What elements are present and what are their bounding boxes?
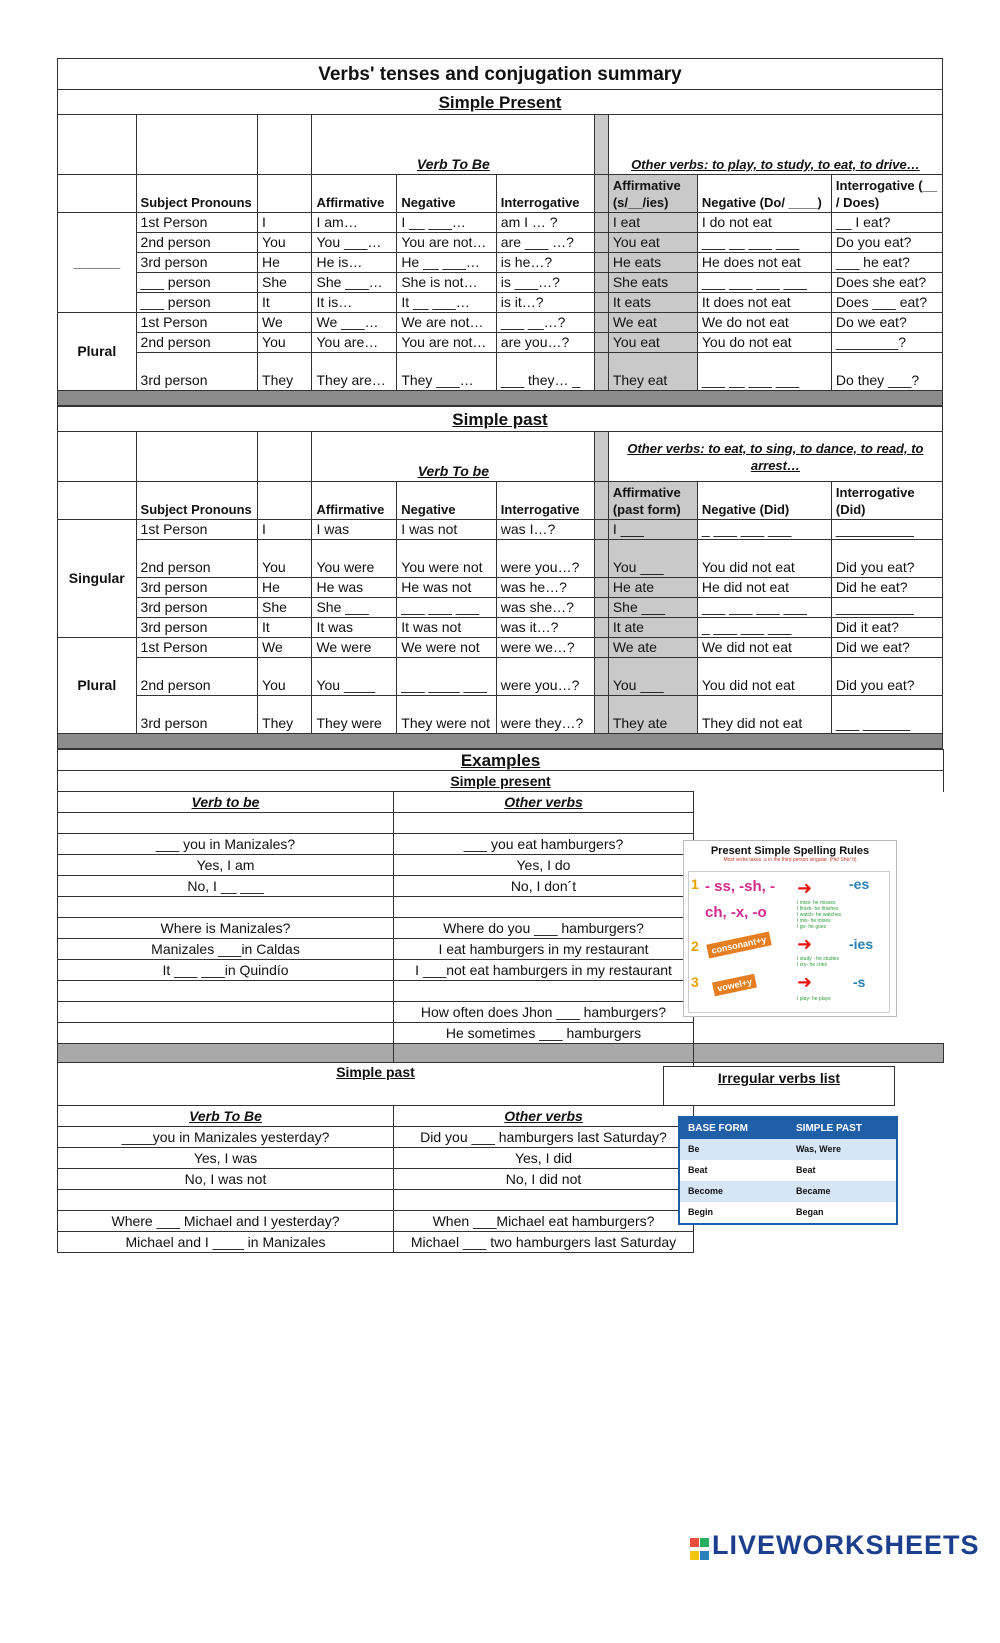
other-interrogative-cell: Did he eat? bbox=[831, 578, 942, 598]
divider-cell bbox=[595, 540, 609, 578]
present-table bbox=[57, 58, 943, 406]
other-interrogative-cell: Does ___ eat? bbox=[831, 293, 942, 313]
past-be-caption: Verb To be bbox=[312, 432, 595, 482]
other-affirmative-cell: He ate bbox=[608, 578, 697, 598]
divider-cell bbox=[595, 618, 609, 638]
divider-cell bbox=[595, 273, 609, 293]
other-interrogative-cell: Did you eat? bbox=[831, 658, 942, 696]
example-be-cell: Michael and I ____ in Manizales bbox=[58, 1232, 394, 1253]
rule-example: I study - he studies bbox=[797, 956, 839, 962]
rule-number-1: 1 bbox=[691, 876, 699, 892]
be-affirmative-cell: They are… bbox=[312, 353, 397, 391]
other-affirmative-cell: They ate bbox=[608, 696, 697, 734]
be-affirmative-cell: You were bbox=[312, 540, 397, 578]
person-cell: 3rd person bbox=[136, 696, 257, 734]
pronoun-cell: They bbox=[258, 696, 312, 734]
table-row bbox=[58, 333, 943, 353]
other-negative-cell: You did not eat bbox=[697, 540, 831, 578]
divider-cell bbox=[595, 658, 609, 696]
be-interrogative-cell: were they…? bbox=[496, 696, 594, 734]
divider-cell bbox=[595, 696, 609, 734]
other-interrogative-cell: __ I eat? bbox=[831, 213, 942, 233]
other-affirmative-cell: They eat bbox=[608, 353, 697, 391]
present-header-int2: Interrogative (__ / Does) bbox=[831, 175, 942, 213]
example-other-cell: No, I did not bbox=[394, 1169, 694, 1190]
example-other-cell: When ___Michael eat hamburgers? bbox=[394, 1211, 694, 1232]
be-affirmative-cell: He was bbox=[312, 578, 397, 598]
example-other-cell: ___ you eat hamburgers? bbox=[394, 834, 694, 855]
rule1-text: - ss, -sh, -ch, -x, -o bbox=[705, 878, 776, 921]
be-interrogative-cell: is it…? bbox=[496, 293, 594, 313]
divider-cell bbox=[595, 313, 609, 333]
pronoun-cell: She bbox=[258, 598, 312, 618]
other-affirmative-cell: He eats bbox=[608, 253, 697, 273]
pronoun-cell: I bbox=[258, 213, 312, 233]
be-interrogative-cell: was she…? bbox=[496, 598, 594, 618]
examples-past-col-be: Verb To Be bbox=[58, 1106, 394, 1127]
example-other-cell bbox=[394, 1190, 694, 1211]
other-interrogative-cell: Do they ___? bbox=[831, 353, 942, 391]
example-row bbox=[58, 1232, 944, 1253]
be-interrogative-cell: ___ they… _ bbox=[496, 353, 594, 391]
plural-label: Plural bbox=[58, 638, 137, 734]
past-header-pronouns: Subject Pronouns bbox=[136, 482, 257, 520]
example-other-cell bbox=[394, 897, 694, 918]
pronoun-cell: You bbox=[258, 333, 312, 353]
example-be-cell: It ___ ___in Quindío bbox=[58, 960, 394, 981]
other-negative-cell: _ ___ ___ ___ bbox=[697, 618, 831, 638]
footer-brand: LIVEWORKSHEETS bbox=[712, 1530, 980, 1560]
other-negative-cell: ___ ___ ___ ___ bbox=[697, 273, 831, 293]
table-row bbox=[58, 520, 943, 540]
table-row bbox=[58, 233, 943, 253]
past-header-aff: Affirmative bbox=[312, 482, 397, 520]
pronoun-cell: She bbox=[258, 273, 312, 293]
example-other-cell: I ___not eat hamburgers in my restaurant bbox=[394, 960, 694, 981]
example-be-cell bbox=[58, 897, 394, 918]
be-negative-cell: We are not… bbox=[397, 313, 496, 333]
other-interrogative-cell: Did you eat? bbox=[831, 540, 942, 578]
past-other-caption: Other verbs: to eat, to sing, to dance, to read, to arrest… bbox=[608, 432, 942, 482]
pronoun-cell: You bbox=[258, 658, 312, 696]
examples-past-col-other: Other verbs bbox=[394, 1106, 694, 1127]
past-header-neg2: Negative (Did) bbox=[697, 482, 831, 520]
rule-example: I mix- he mixes bbox=[797, 918, 831, 924]
past-header-neg: Negative bbox=[397, 482, 496, 520]
table-row bbox=[58, 540, 943, 578]
present-other-caption: Other verbs: to play, to study, to eat, to drive… bbox=[608, 115, 942, 175]
table-row bbox=[58, 313, 943, 333]
pronoun-cell: You bbox=[258, 540, 312, 578]
past-section-title: Simple past bbox=[58, 407, 943, 432]
pronoun-cell: It bbox=[258, 293, 312, 313]
irregular-row bbox=[679, 1202, 897, 1224]
be-affirmative-cell: You ___… bbox=[312, 233, 397, 253]
example-be-cell: No, I __ ___ bbox=[58, 876, 394, 897]
other-negative-cell: ___ __ ___ ___ bbox=[697, 353, 831, 391]
table-row bbox=[58, 578, 943, 598]
divider-cell bbox=[595, 253, 609, 273]
other-affirmative-cell: It ate bbox=[608, 618, 697, 638]
be-negative-cell: It __ ___… bbox=[397, 293, 496, 313]
past-header-aff2: Affirmative (past form) bbox=[608, 482, 697, 520]
table-row bbox=[58, 638, 943, 658]
rule-example: I finish- he finishes bbox=[797, 906, 839, 912]
irr-base-cell: Beat bbox=[688, 1165, 708, 1175]
be-negative-cell: It was not bbox=[397, 618, 496, 638]
example-be-cell: Yes, I am bbox=[58, 855, 394, 876]
example-be-cell: No, I was not bbox=[58, 1169, 394, 1190]
person-cell: 1st Person bbox=[136, 313, 257, 333]
other-negative-cell: I do not eat bbox=[697, 213, 831, 233]
person-cell: 2nd person bbox=[136, 233, 257, 253]
divider-cell bbox=[595, 293, 609, 313]
past-header-int2: Interrogative (Did) bbox=[831, 482, 942, 520]
footer-logo bbox=[690, 1530, 980, 1561]
other-negative-cell: It does not eat bbox=[697, 293, 831, 313]
other-negative-cell: We do not eat bbox=[697, 313, 831, 333]
other-affirmative-cell: We eat bbox=[608, 313, 697, 333]
examples-col-be: Verb to be bbox=[58, 792, 394, 813]
examples-section-title: Examples bbox=[58, 750, 944, 771]
rule-example: I cry- he cries bbox=[797, 962, 828, 968]
rule-number-3: 3 bbox=[691, 974, 699, 990]
irr-past-cell: Was, Were bbox=[796, 1144, 842, 1154]
other-negative-cell: You did not eat bbox=[697, 658, 831, 696]
other-affirmative-cell: We ate bbox=[608, 638, 697, 658]
present-header-neg: Negative bbox=[397, 175, 496, 213]
other-interrogative-cell: Do you eat? bbox=[831, 233, 942, 253]
divider-cell bbox=[595, 233, 609, 253]
be-negative-cell: We were not bbox=[397, 638, 496, 658]
person-cell: 1st Person bbox=[136, 213, 257, 233]
other-affirmative-cell: You ___ bbox=[608, 540, 697, 578]
be-affirmative-cell: You ____ bbox=[312, 658, 397, 696]
example-other-cell: How often does Jhon ___ hamburgers? bbox=[394, 1002, 694, 1023]
example-other-cell: Yes, I did bbox=[394, 1148, 694, 1169]
examples-past-caption: Simple past bbox=[58, 1063, 694, 1106]
person-cell: 1st Person bbox=[136, 520, 257, 540]
irr-header-base: BASE FORM bbox=[688, 1123, 748, 1134]
other-negative-cell: They did not eat bbox=[697, 696, 831, 734]
other-interrogative-cell: __________ bbox=[831, 520, 942, 540]
person-cell: 2nd person bbox=[136, 333, 257, 353]
be-interrogative-cell: are ___ …? bbox=[496, 233, 594, 253]
irr-past-cell: Became bbox=[796, 1186, 831, 1196]
be-affirmative-cell: We were bbox=[312, 638, 397, 658]
be-affirmative-cell: She ___… bbox=[312, 273, 397, 293]
singular-label: ______ bbox=[58, 213, 137, 313]
other-interrogative-cell: Do we eat? bbox=[831, 313, 942, 333]
irr-past-cell: Began bbox=[796, 1207, 824, 1217]
present-header-aff: Affirmative bbox=[312, 175, 397, 213]
other-affirmative-cell: You ___ bbox=[608, 658, 697, 696]
other-interrogative-cell: __________ bbox=[831, 598, 942, 618]
person-cell: ___ person bbox=[136, 273, 257, 293]
person-cell: 2nd person bbox=[136, 658, 257, 696]
other-negative-cell: He did not eat bbox=[697, 578, 831, 598]
table-row bbox=[58, 618, 943, 638]
rule2-text: consonant+y bbox=[706, 932, 771, 959]
table-row bbox=[58, 213, 943, 233]
be-interrogative-cell: was I…? bbox=[496, 520, 594, 540]
be-affirmative-cell: I was bbox=[312, 520, 397, 540]
other-negative-cell: We did not eat bbox=[697, 638, 831, 658]
present-header-aff2: Affirmative (s/__/ies) bbox=[608, 175, 697, 213]
rule1-result: -es bbox=[849, 876, 870, 892]
rule3-result: -s bbox=[853, 974, 866, 990]
example-be-cell: ___ you in Manizales? bbox=[58, 834, 394, 855]
be-negative-cell: You were not bbox=[397, 540, 496, 578]
divider-cell bbox=[595, 353, 609, 391]
be-affirmative-cell: I am… bbox=[312, 213, 397, 233]
person-cell: 3rd person bbox=[136, 353, 257, 391]
table-row bbox=[58, 293, 943, 313]
other-affirmative-cell: She ___ bbox=[608, 598, 697, 618]
rule-example: I miss- he misses bbox=[797, 900, 836, 906]
pronoun-cell: We bbox=[258, 638, 312, 658]
pronoun-cell: They bbox=[258, 353, 312, 391]
rule-number-2: 2 bbox=[691, 938, 699, 954]
example-be-cell bbox=[58, 1190, 394, 1211]
be-affirmative-cell: It is… bbox=[312, 293, 397, 313]
irr-base-cell: Be bbox=[688, 1144, 700, 1154]
example-be-cell: Where ___ Michael and I yesterday? bbox=[58, 1211, 394, 1232]
be-interrogative-cell: were you…? bbox=[496, 658, 594, 696]
present-section-title: Simple Present bbox=[58, 90, 943, 115]
person-cell: ___ person bbox=[136, 293, 257, 313]
irr-past-cell: Beat bbox=[796, 1165, 816, 1175]
be-interrogative-cell: is he…? bbox=[496, 253, 594, 273]
irregular-caption: Irregular verbs list bbox=[663, 1066, 895, 1106]
table-row bbox=[58, 273, 943, 293]
other-interrogative-cell: ___ ______ bbox=[831, 696, 942, 734]
example-be-cell: ____you in Manizales yesterday? bbox=[58, 1127, 394, 1148]
other-affirmative-cell: It eats bbox=[608, 293, 697, 313]
table-row bbox=[58, 658, 943, 696]
example-other-cell: Michael ___ two hamburgers last Saturday bbox=[394, 1232, 694, 1253]
rule-example: I watch- he watches bbox=[797, 912, 842, 918]
example-be-cell bbox=[58, 1023, 394, 1044]
irregular-verbs-image bbox=[678, 1116, 898, 1225]
be-affirmative-cell: They were bbox=[312, 696, 397, 734]
be-interrogative-cell: are you…? bbox=[496, 333, 594, 353]
divider-cell bbox=[595, 333, 609, 353]
other-affirmative-cell: I eat bbox=[608, 213, 697, 233]
other-affirmative-cell: You eat bbox=[608, 233, 697, 253]
singular-label: Singular bbox=[58, 520, 137, 638]
divider-cell bbox=[595, 213, 609, 233]
be-negative-cell: They were not bbox=[397, 696, 496, 734]
example-row bbox=[58, 1023, 944, 1044]
spelling-rules-image bbox=[683, 840, 897, 1017]
other-interrogative-cell: Did we eat? bbox=[831, 638, 942, 658]
table-row bbox=[58, 253, 943, 273]
other-interrogative-cell: ___ he eat? bbox=[831, 253, 942, 273]
other-interrogative-cell: ________? bbox=[831, 333, 942, 353]
other-interrogative-cell: Did it eat? bbox=[831, 618, 942, 638]
past-header-int: Interrogative bbox=[496, 482, 594, 520]
logo-icon bbox=[690, 1534, 712, 1560]
irregular-row bbox=[679, 1160, 897, 1181]
pronoun-cell: You bbox=[258, 233, 312, 253]
be-affirmative-cell: He is… bbox=[312, 253, 397, 273]
pronoun-cell: I bbox=[258, 520, 312, 540]
person-cell: 3rd person bbox=[136, 598, 257, 618]
be-interrogative-cell: were we…? bbox=[496, 638, 594, 658]
be-interrogative-cell: was he…? bbox=[496, 578, 594, 598]
be-negative-cell: They ___… bbox=[397, 353, 496, 391]
examples-present-caption: Simple present bbox=[58, 771, 944, 792]
example-other-cell bbox=[394, 981, 694, 1002]
example-be-cell bbox=[58, 981, 394, 1002]
present-header-neg2: Negative (Do/ ____) bbox=[697, 175, 831, 213]
person-cell: 3rd person bbox=[136, 253, 257, 273]
be-interrogative-cell: was it…? bbox=[496, 618, 594, 638]
divider-cell bbox=[595, 638, 609, 658]
example-other-cell: He sometimes ___ hamburgers bbox=[394, 1023, 694, 1044]
rule-example: I go- he goes bbox=[797, 924, 827, 930]
rule-example: I play- he plays bbox=[797, 996, 831, 1002]
example-other-cell: Did you ___ hamburgers last Saturday? bbox=[394, 1127, 694, 1148]
example-be-cell: Manizales ___in Caldas bbox=[58, 939, 394, 960]
example-be-cell: Yes, I was bbox=[58, 1148, 394, 1169]
be-negative-cell: You are not… bbox=[397, 233, 496, 253]
be-interrogative-cell: is ___…? bbox=[496, 273, 594, 293]
be-negative-cell: She is not… bbox=[397, 273, 496, 293]
other-affirmative-cell: I ___ bbox=[608, 520, 697, 540]
spelling-rules-title: Present Simple Spelling Rules bbox=[710, 845, 870, 857]
present-header-int: Interrogative bbox=[496, 175, 594, 213]
be-affirmative-cell: It was bbox=[312, 618, 397, 638]
example-other-cell: Yes, I do bbox=[394, 855, 694, 876]
divider-cell bbox=[595, 598, 609, 618]
past-table bbox=[57, 406, 943, 749]
irregular-row bbox=[679, 1139, 897, 1160]
person-cell: 1st Person bbox=[136, 638, 257, 658]
spelling-rules-subtitle: Most verbs takes -s in the third person singular. (He/ She/ It) bbox=[723, 857, 857, 863]
person-cell: 3rd person bbox=[136, 578, 257, 598]
be-interrogative-cell: am I … ? bbox=[496, 213, 594, 233]
be-interrogative-cell: ___ __…? bbox=[496, 313, 594, 333]
arrow-icon: ➜ bbox=[797, 878, 813, 898]
be-negative-cell: I was not bbox=[397, 520, 496, 540]
person-cell: 3rd person bbox=[136, 618, 257, 638]
irr-base-cell: Become bbox=[688, 1186, 724, 1196]
present-be-caption: Verb To Be bbox=[312, 115, 595, 175]
table-row bbox=[58, 696, 943, 734]
be-affirmative-cell: You are… bbox=[312, 333, 397, 353]
irregular-row bbox=[679, 1181, 897, 1202]
other-negative-cell: He does not eat bbox=[697, 253, 831, 273]
table-row bbox=[58, 353, 943, 391]
arrow-icon: ➜ bbox=[797, 934, 813, 954]
present-header-pronouns: Subject Pronouns bbox=[136, 175, 257, 213]
be-negative-cell: He __ ___… bbox=[397, 253, 496, 273]
be-negative-cell: He was not bbox=[397, 578, 496, 598]
rule3-text: vowel+y bbox=[712, 974, 757, 997]
rule2-result: -ies bbox=[849, 936, 874, 952]
example-be-cell bbox=[58, 1002, 394, 1023]
other-interrogative-cell: Does she eat? bbox=[831, 273, 942, 293]
examples-col-other: Other verbs bbox=[394, 792, 694, 813]
other-negative-cell: You do not eat bbox=[697, 333, 831, 353]
other-affirmative-cell: You eat bbox=[608, 333, 697, 353]
be-negative-cell: I __ ___… bbox=[397, 213, 496, 233]
be-affirmative-cell: She ___ bbox=[312, 598, 397, 618]
example-be-cell: Where is Manizales? bbox=[58, 918, 394, 939]
other-affirmative-cell: She eats bbox=[608, 273, 697, 293]
pronoun-cell: He bbox=[258, 253, 312, 273]
plural-label: Plural bbox=[58, 313, 137, 391]
be-negative-cell: You are not… bbox=[397, 333, 496, 353]
irr-header-past: SIMPLE PAST bbox=[796, 1123, 862, 1134]
pronoun-cell: We bbox=[258, 313, 312, 333]
pronoun-cell: It bbox=[258, 618, 312, 638]
be-interrogative-cell: were you…? bbox=[496, 540, 594, 578]
other-negative-cell: ___ ___ ___ ___ bbox=[697, 598, 831, 618]
other-negative-cell: _ ___ ___ ___ bbox=[697, 520, 831, 540]
pronoun-cell: He bbox=[258, 578, 312, 598]
irr-base-cell: Begin bbox=[688, 1207, 714, 1217]
arrow-icon: ➜ bbox=[797, 972, 813, 992]
be-affirmative-cell: We ___… bbox=[312, 313, 397, 333]
page-title: Verbs' tenses and conjugation summary bbox=[58, 59, 943, 90]
be-negative-cell: ___ ____ ___ bbox=[397, 658, 496, 696]
divider-cell bbox=[595, 520, 609, 540]
example-other-cell: Where do you ___ hamburgers? bbox=[394, 918, 694, 939]
table-row bbox=[58, 598, 943, 618]
divider-cell bbox=[595, 578, 609, 598]
person-cell: 2nd person bbox=[136, 540, 257, 578]
example-other-cell: No, I don´t bbox=[394, 876, 694, 897]
other-negative-cell: ___ __ ___ ___ bbox=[697, 233, 831, 253]
be-negative-cell: ___ ___ ___ bbox=[397, 598, 496, 618]
example-other-cell: I eat hamburgers in my restaurant bbox=[394, 939, 694, 960]
